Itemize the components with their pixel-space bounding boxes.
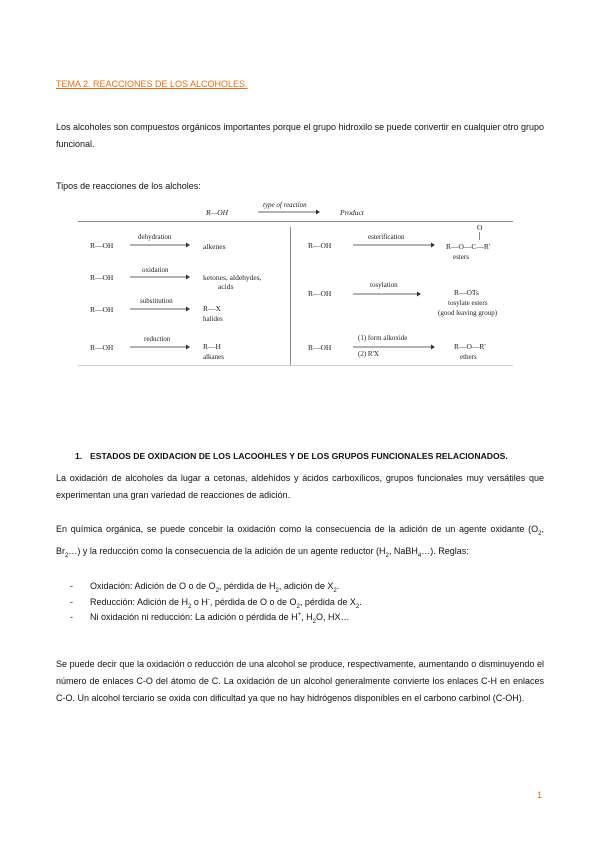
reaction-types-label: Tipos de reacciones de los alcholes: [56,181,201,191]
fig-left-product-3b: halides [203,315,223,323]
fig-header-reactant: R—OH [206,208,229,217]
fig-right-reactant-2: R—OH [308,289,332,298]
fig-left-product-2: ketones, aldehydes, [203,273,262,282]
rules-list [56,581,536,628]
fig-left-product-2b: acids [218,282,234,291]
fig-right-product-1-top: O [477,223,483,232]
oxidation-paragraph: La oxidación de alcoholes da lugar a cetonas, aldehídos y ácidos carboxílicos, grupos funcionales muy versátiles que experimentan una gran variedad de reacciones de adición. [56,473,544,500]
fig-header-reaction: type of reaction [263,201,307,209]
fig-right-product-3: R—O—R' [454,342,486,351]
intro-paragraph: Los alcoholes son compuestos orgánicos importantes porque el grupo hidroxilo se puede convertir en cualquier otro grupo funcional. [56,122,544,149]
fig-bottom-rule [78,365,513,366]
fig-right-reaction-3b: (2) R'X [358,350,379,358]
fig-right-reaction-3: (1) form alkoxide [358,334,408,342]
fig-left-reactant-1: R—OH [90,241,114,250]
fig-left-product-4b: alkanes [203,353,224,361]
fig-left-reaction-1: dehydration [138,233,172,241]
fig-right-reactant-1: R—OH [308,241,332,250]
fig-header-arrow [258,209,320,215]
fig-left-reaction-4: reduction [144,335,171,343]
fig-left-arrow-3 [130,306,190,312]
fig-left-arrow-1 [130,242,190,248]
fig-right-arrow-1 [353,242,435,248]
fig-left-reactant-4: R—OH [90,343,114,352]
fig-left-arrow-2 [130,274,190,280]
list-item: - Oxidación: Adición de O o de $O_2$, pérdida de $H_2$, adición de $X_2$. [70,581,340,594]
fig-left-reaction-3: substitution [140,297,173,305]
fig-left-reactant-2: R—OH [90,273,114,282]
fig-left-product-1: alkenes [203,242,226,251]
fig-left-product-4: R—H [203,342,221,351]
fig-right-product-2c: (good leaving group) [438,309,498,317]
list-item: - Reducción: Adición de $H_2$ o H-, pérdida de O o de $O_2$, pérdida de $X_2$. [70,596,362,610]
carbinol-paragraph: Se puede decir que la oxidación o reducción de una alcohol se produce, respectivamente, aumentando o disminuyendo el número de enlaces C-O del átomo de C. La oxidación de un alcohol generalmente convierte los enlaces C-H en enlaces C-O. Un alcohol terciario se oxida con dificultad ya que no hay hidrógenos disponibles en el carbono carbinol (C-OH). [56,659,544,703]
fig-carbonyl-bond [479,232,480,240]
fig-right-product-3b: ethers [460,353,477,361]
fig-right-reaction-2: tosylation [370,281,398,289]
list-item: - Ni oxidación ni reducción: La adición o pérdida de H+, $H_2O$, HX… [70,612,350,625]
fig-header-product: Product [340,208,364,217]
fig-left-reaction-2: oxidation [142,266,169,274]
fig-left-arrow-4 [130,344,190,350]
section-title: ESTADOS DE OXIDACION DE LOS LACOOHLES Y DE LOS GRUPOS FUNCIONALES RELACIONADOS. [90,451,508,461]
page-title: TEMA 2. REACCIONES DE LOS ALCOHOLES. [56,79,248,89]
fig-right-reaction-1: esterification [368,233,405,241]
fig-right-product-1: R—O—C—R' [446,242,491,251]
section-number: 1. [75,451,83,461]
fig-right-product-2: R—OTs [454,288,479,297]
fig-right-arrow-2 [353,291,421,297]
reaction-types-figure [78,201,513,365]
fig-right-reactant-3: R—OH [308,343,332,352]
page-number: 1 [537,790,543,800]
fig-right-product-2b: tosylate esters [448,299,488,307]
fig-divider [290,227,291,365]
definition-paragraph: En química orgánica, se puede concebir la oxidación como la consecuencia de la adición de un agente oxidante ($O_2$, $Br_2\dots$) y la reducción como la consecuencia de la adición de un agente reductor ($H_2$, NaBH$_4$…). Reglas: [56,524,544,559]
fig-left-reactant-3: R—OH [90,305,114,314]
fig-left-product-3: R—X [203,304,221,313]
fig-top-rule [78,221,513,222]
fig-right-product-1b: esters [453,253,469,261]
